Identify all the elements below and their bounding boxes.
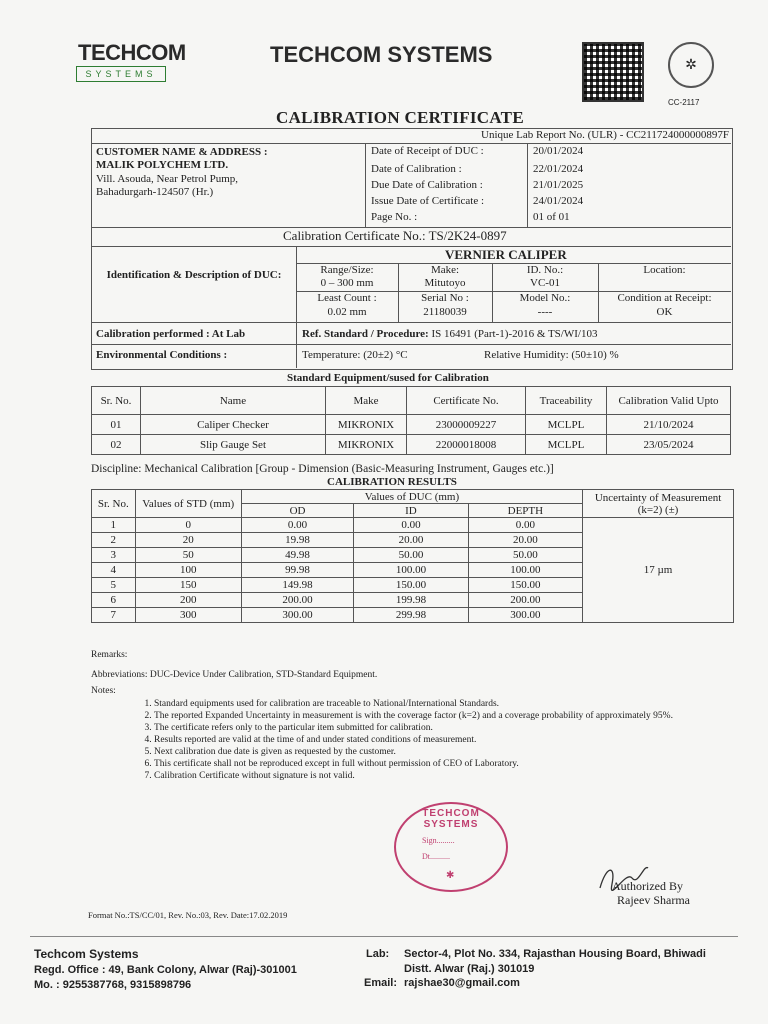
identification-label: Identification & Description of DUC: xyxy=(106,269,282,281)
table-cell: MCLPL xyxy=(526,415,607,435)
table-cell: 100.00 xyxy=(468,563,582,578)
id-label: ID. No.: xyxy=(526,264,564,276)
table-cell: 50 xyxy=(135,548,241,563)
table-cell: 200.00 xyxy=(241,593,353,608)
table-cell: 150.00 xyxy=(468,578,582,593)
footer-regd-office: Regd. Office : 49, Bank Colony, Alwar (Raj)-301001 xyxy=(34,964,297,976)
make-label: Make: xyxy=(430,264,460,276)
issue-date-label: Issue Date of Certificate : xyxy=(371,195,485,207)
note-item: 7. Calibration Certificate without signature is not valid. xyxy=(154,770,714,782)
calibration-results-table xyxy=(91,489,734,623)
accreditation-code: CC-2117 xyxy=(668,98,700,107)
date-receipt-label: Date of Receipt of DUC : xyxy=(371,145,484,157)
results-title: CALIBRATION RESULTS xyxy=(327,476,457,488)
table-cell: 21/10/2024 xyxy=(607,415,731,435)
company-logo-wordmark: TECHCOM xyxy=(78,40,186,65)
table-row xyxy=(92,435,731,455)
std-header-name: Name xyxy=(141,387,326,415)
model-label: Model No.: xyxy=(519,292,571,304)
table-cell: 20.00 xyxy=(354,533,468,548)
due-date-label: Due Date of Calibration : xyxy=(371,179,483,191)
table-cell: 4 xyxy=(92,563,136,578)
table-cell: Caliper Checker xyxy=(141,415,326,435)
table-cell: 100.00 xyxy=(354,563,468,578)
company-name-heading: TECHCOM SYSTEMS xyxy=(270,42,493,67)
authorized-by-label: Authorized By xyxy=(612,879,683,893)
table-cell: 149.98 xyxy=(241,578,353,593)
table-row xyxy=(92,415,731,435)
table-cell: Slip Gauge Set xyxy=(141,435,326,455)
condition-value: OK xyxy=(656,306,673,318)
table-cell: 150 xyxy=(135,578,241,593)
results-header-sr: Sr. No. xyxy=(92,490,136,518)
results-header-uncertainty: Uncertainty of Measurement (k=2) (±) xyxy=(583,490,734,518)
table-cell: 20.00 xyxy=(468,533,582,548)
page-no-label: Page No. : xyxy=(371,211,418,223)
table-cell: 0.00 xyxy=(354,518,468,533)
table-cell: 22000018008 xyxy=(407,435,526,455)
table-cell: 300.00 xyxy=(468,608,582,623)
table-cell: 50.00 xyxy=(354,548,468,563)
table-cell: 150.00 xyxy=(354,578,468,593)
footer-lab-label: Lab: xyxy=(366,948,390,960)
company-logo-subtitle: SYSTEMS xyxy=(76,66,166,82)
customer-label: CUSTOMER NAME & ADDRESS : xyxy=(96,146,268,158)
note-item: 4. Results reported are valid at the time of and under stated conditions of measurement. xyxy=(154,734,714,746)
range-value: 0 – 300 mm xyxy=(320,277,374,289)
date-calibration-value: 22/01/2024 xyxy=(533,163,584,175)
discipline-text: Discipline: Mechanical Calibration [Group - Dimension (Basic-Measuring Instrument, Gauges etc.)] xyxy=(91,463,554,475)
remarks-title: Remarks: xyxy=(91,650,128,660)
table-cell: 300 xyxy=(135,608,241,623)
std-header-sr: Sr. No. xyxy=(92,387,141,415)
least-count-value: 0.02 mm xyxy=(327,306,367,318)
reference-label: Ref. Standard / Procedure: xyxy=(302,328,429,340)
notes-title: Notes: xyxy=(91,686,116,696)
customer-address-line2: Bahadurgarh-124507 (Hr.) xyxy=(96,186,214,198)
footer-mobile: Mo. : 9255387768, 9315898796 xyxy=(34,979,192,991)
note-item: 6. This certificate shall not be reproduced except in full without permission of CEO of Laboratory. xyxy=(154,758,714,770)
table-cell: 0 xyxy=(135,518,241,533)
stamp-star-icon: ✱ xyxy=(446,870,455,881)
std-header-make: Make xyxy=(326,387,407,415)
table-cell: 23/05/2024 xyxy=(607,435,731,455)
qr-code-icon xyxy=(582,42,644,102)
make-value: Mitutoyo xyxy=(424,277,466,289)
location-label: Location: xyxy=(643,264,686,276)
format-number: Format No.:TS/CC/01, Rev. No.:03, Rev. Date:17.02.2019 xyxy=(88,910,288,920)
table-cell: 0.00 xyxy=(468,518,582,533)
company-stamp xyxy=(394,802,508,892)
results-header-depth: DEPTH xyxy=(468,504,582,518)
stamp-sign: Sign......... xyxy=(422,836,455,845)
instrument-name: VERNIER CALIPER xyxy=(445,247,567,262)
std-equipment-title: Standard Equipment/sused for Calibration xyxy=(287,372,489,384)
least-count-label: Least Count : xyxy=(317,292,377,304)
table-cell: 0.00 xyxy=(241,518,353,533)
table-cell: 02 xyxy=(92,435,141,455)
date-receipt-value: 20/01/2024 xyxy=(533,145,584,157)
signatory-name: Rajeev Sharma xyxy=(617,893,690,907)
results-header-od: OD xyxy=(241,504,353,518)
table-cell: 100 xyxy=(135,563,241,578)
due-date-value: 21/01/2025 xyxy=(533,179,584,191)
model-value: ---- xyxy=(537,306,553,318)
table-row xyxy=(92,518,734,533)
footer-divider xyxy=(30,936,738,937)
table-cell: 299.98 xyxy=(354,608,468,623)
table-cell: 199.98 xyxy=(354,593,468,608)
condition-label: Condition at Receipt: xyxy=(617,292,712,304)
serial-label: Serial No : xyxy=(421,292,469,304)
table-cell: 20 xyxy=(135,533,241,548)
note-item: 2. The reported Expanded Uncertainty in measurement is with the coverage factor (k=2) and a coverage probability of approximately 95%. xyxy=(154,710,714,722)
note-item: 5. Next calibration due date is given as requested by the customer. xyxy=(154,746,714,758)
range-label: Range/Size: xyxy=(320,264,374,276)
table-cell: 50.00 xyxy=(468,548,582,563)
table-cell: 2 xyxy=(92,533,136,548)
certificate-title: CALIBRATION CERTIFICATE xyxy=(276,108,524,127)
results-header-duc: Values of DUC (mm) xyxy=(241,490,582,504)
table-cell: 3 xyxy=(92,548,136,563)
environment-label: Environmental Conditions : xyxy=(96,349,228,361)
notes-list xyxy=(122,698,714,782)
results-header-id: ID xyxy=(354,504,468,518)
table-cell: MIKRONIX xyxy=(326,415,407,435)
table-cell: 23000009227 xyxy=(407,415,526,435)
footer-email-label: Email: xyxy=(364,977,398,989)
page-no-value: 01 of 01 xyxy=(533,211,570,223)
std-equipment-table xyxy=(91,386,731,455)
calibration-performed: Calibration performed : At Lab xyxy=(96,328,246,340)
table-cell: MCLPL xyxy=(526,435,607,455)
std-header-cert: Certificate No. xyxy=(407,387,526,415)
table-cell: 5 xyxy=(92,578,136,593)
std-header-valid: Calibration Valid Upto xyxy=(607,387,731,415)
footer-email[interactable]: rajshae30@gmail.com xyxy=(404,977,520,989)
table-cell: 200 xyxy=(135,593,241,608)
footer-company: Techcom Systems xyxy=(34,947,139,961)
table-cell: MIKRONIX xyxy=(326,435,407,455)
serial-value: 21180039 xyxy=(423,306,467,318)
table-cell: 19.98 xyxy=(241,533,353,548)
stamp-ring-text: TECHCOM SYSTEMS xyxy=(422,808,480,830)
customer-address-line1: Vill. Asouda, Near Petrol Pump, xyxy=(96,173,239,185)
table-cell: 7 xyxy=(92,608,136,623)
certificate-number: Calibration Certificate No.: TS/2K24-0897 xyxy=(283,228,507,243)
issue-date-value: 24/01/2024 xyxy=(533,195,584,207)
date-calibration-label: Date of Calibration : xyxy=(371,163,462,175)
footer-lab-address1: Sector-4, Plot No. 334, Rajasthan Housing Board, Bhiwadi xyxy=(404,948,706,960)
note-item: 3. The certificate refers only to the particular item submitted for calibration. xyxy=(154,722,714,734)
footer-lab-address2: Distt. Alwar (Raj.) 301019 xyxy=(404,963,535,975)
stamp-date: Dt.......... xyxy=(422,852,450,861)
table-cell: 49.98 xyxy=(241,548,353,563)
std-header-traceability: Traceability xyxy=(526,387,607,415)
accreditation-seal-icon: ✲ xyxy=(668,42,714,88)
humidity-condition: Relative Humidity: (50±10) % xyxy=(484,349,619,361)
abbreviations-text: Abbreviations: DUC-Device Under Calibration, STD-Standard Equipment. xyxy=(91,670,378,680)
id-value: VC-01 xyxy=(530,277,560,289)
table-cell: 200.00 xyxy=(468,593,582,608)
table-cell: 1 xyxy=(92,518,136,533)
table-cell: 01 xyxy=(92,415,141,435)
reference-value: IS 16491 (Part-1)-2016 & TS/WI/103 xyxy=(431,328,598,340)
customer-name: MALIK POLYCHEM LTD. xyxy=(96,159,229,171)
table-cell: 99.98 xyxy=(241,563,353,578)
results-header-std: Values of STD (mm) xyxy=(135,490,241,518)
note-item: 1. Standard equipments used for calibration are traceable to National/International Standards. xyxy=(154,698,714,710)
temperature-condition: Temperature: (20±2) °C xyxy=(302,349,408,361)
ulr-number: Unique Lab Report No. (ULR) - CC211724000000897F xyxy=(481,129,729,141)
table-cell: 300.00 xyxy=(241,608,353,623)
uncertainty-value: 17 µm xyxy=(583,518,734,623)
table-cell: 6 xyxy=(92,593,136,608)
